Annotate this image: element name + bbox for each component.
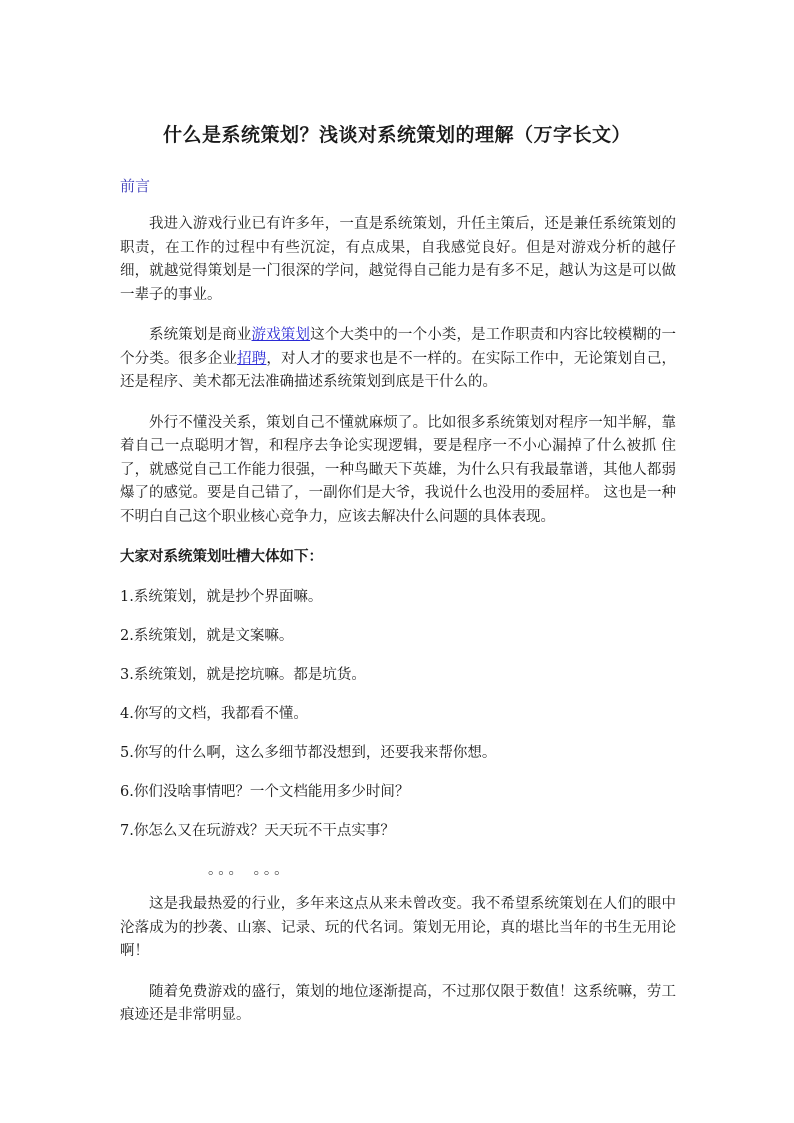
recruitment-link[interactable]: 招聘 xyxy=(237,350,267,367)
list-item: 6.你们没啥事情吧？一个文档能用多少时间？ xyxy=(120,784,410,800)
list-item: 7.你怎么又在玩游戏？天天玩不干点实事？ xyxy=(120,823,395,839)
paragraph-text: 这个大类中的一个小类，是工作职责和内容比较模糊的一个分类。很多企业 xyxy=(120,327,677,367)
list-item: 2.系统策划，就是文案嘛。 xyxy=(120,628,294,644)
list-item: 1.系统策划，就是抄个界面嘛。 xyxy=(120,589,323,605)
game-design-link[interactable]: 游戏策划 xyxy=(251,327,311,343)
paragraph-outsiders: 外行不懂没关系，策划自己不懂就麻烦了。比如很多系统策划对程序一知半解，靠着自己一点聪明才智，和程序去争论实现逻辑，要是程序一不小心漏掉了什么被抓 住了，就感觉自己工作能力很强，一种鸟瞰天下英雄，为什么只有我最靠谱，其他人都弱爆了的感觉。要是自己错了，一副你们是大爷，我说什么也没用的委屈样。 这也是一种不明白自己这个职业核心竞争力，应该去解决什么问题的具体表现。 xyxy=(120,414,676,525)
paragraph-definition xyxy=(120,324,676,395)
document-body xyxy=(120,174,676,1045)
paragraph-free-games: 随着免费游戏的盛行，策划的地位逐渐提高，不过那仅限于数值！这系统嘛，劳工痕迹还是非常明显。 xyxy=(120,983,676,1023)
preface-heading: 前言 xyxy=(120,177,151,195)
document-title: 什么是系统策划？浅谈对系统策划的理解（万字长文） xyxy=(162,124,631,146)
ellipsis-separator: 。。。 。。。 xyxy=(208,862,292,878)
list-item: 5.你写的什么啊，这么多细节都没想到，还要我来帮你想。 xyxy=(120,745,497,761)
complaints-list xyxy=(120,586,676,842)
list-item: 4.你写的文档，我都看不懂。 xyxy=(120,706,308,722)
paragraph-text: 系统策划是商业 xyxy=(149,327,252,343)
list-item: 3.系统策划，就是挖坑嘛。都是坑货。 xyxy=(120,667,366,683)
paragraph-intro: 我进入游戏行业已有许多年，一直是系统策划，升任主策后，还是兼任系统策划的职责，在工作的过程中有些沉淀，有点成果，自我感觉良好。但是对游戏分析的越仔细，就越觉得策划是一门很深的学问，越觉得自己能力是有多不足，越认为这是可以做一辈子的事业。 xyxy=(120,216,676,303)
paragraph-passion: 这是我最热爱的行业，多年来这点从来未曾改变。我不希望系统策划在人们的眼中沦落成为的抄袭、山寨、记录、玩的代名词。策划无用论，真的堪比当年的书生无用论啊！ xyxy=(120,896,676,959)
paragraph-text: ，对人才的要求也是不一样的。在实际工作中，无论策划自己，还是程序、美术都无法准确描述系统策划到底是干什么的。 xyxy=(120,350,677,390)
complaints-heading: 大家对系统策划吐槽大体如下： xyxy=(120,549,323,565)
